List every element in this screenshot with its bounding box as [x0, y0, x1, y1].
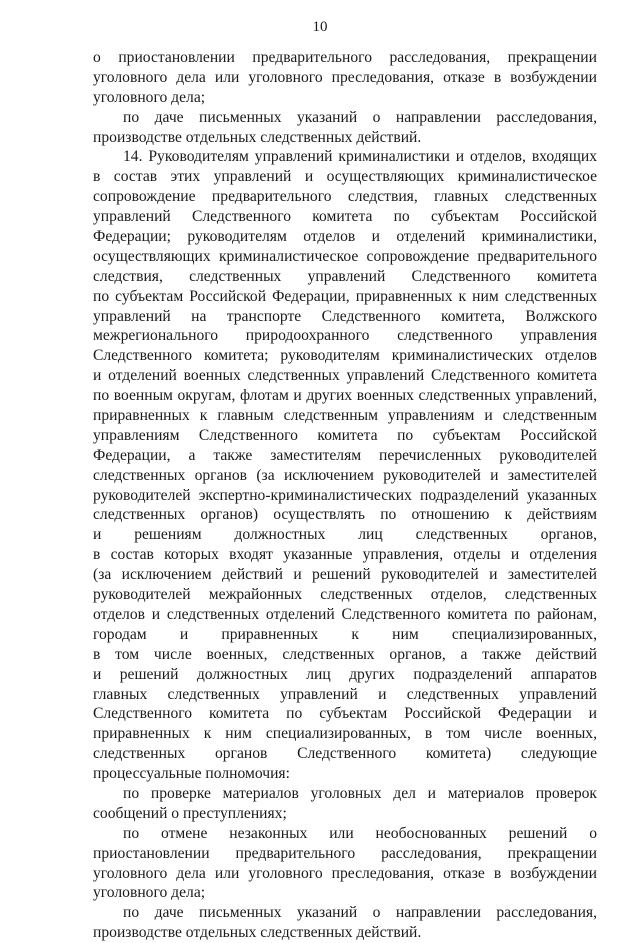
text-line: Следственного комитета; руководителям криминалистических отделов — [93, 347, 597, 365]
text-line: по проверке материалов уголовных дел и материалов проверок — [123, 784, 597, 802]
text-line: процессуальные полномочия: — [93, 765, 290, 783]
text-line: осуществляющих криминалистическое сопровождение предварительного — [93, 247, 597, 265]
text-line: уголовного дела; — [93, 88, 206, 106]
text-line: приостановлении предварительного расследования, прекращении — [93, 844, 597, 862]
text-line: о приостановлении предварительного расследования, прекращении — [93, 49, 597, 66]
text-line: в состав этих управлений и осуществляющих криминалистическое — [93, 168, 597, 186]
text-line: уголовного дела или уголовного преследования, отказе в возбуждении — [93, 68, 597, 86]
text-line: по отмене незаконных или необоснованных решений о — [123, 824, 597, 842]
text-line: руководителей экспертно-криминалистических подразделений указанных — [93, 486, 597, 504]
text-line: Федерации; руководителям отделов и отделений криминалистики, — [93, 228, 597, 246]
text-line: главных следственных управлений и следственных управлений — [93, 685, 597, 703]
text-line: по субъектам Российской Федерации, приравненных к ним следственных — [93, 287, 597, 305]
text-line: отделов и следственных отделений Следственного комитета по районам, — [93, 605, 597, 623]
text-line: по военным округам, флотам и других военных следственных управлений, — [93, 387, 597, 405]
text-line: и отделений военных следственных управлений Следственного комитета — [93, 367, 597, 385]
text-line: межрегионального природоохранного следственного управления — [93, 327, 597, 345]
text-line: в том числе военных, следственных органов, а также действий — [93, 645, 597, 663]
text-line: и решениям должностных лиц следственных органов, — [93, 526, 597, 544]
text-line: по даче письменных указаний о направлении расследования, — [123, 904, 597, 922]
text-line: руководителей межрайонных следственных отделов, следственных — [93, 586, 597, 604]
text-line: следствия, следственных управлений Следственного комитета — [93, 267, 597, 285]
text-line: следственных органов Следственного комитета) следующие — [93, 745, 597, 763]
document-body — [93, 48, 597, 943]
text-line: следственных органов) осуществлять по отношению к действиям — [93, 506, 597, 524]
text-line: уголовного дела или уголовного преследования, отказе в возбуждении — [93, 864, 597, 882]
text-line: сообщений о преступлениях; — [93, 804, 287, 822]
text-line: управлений Следственного комитета по субъектам Российской — [93, 208, 597, 226]
text-line: в состав которых входят указанные управления, отделы и отделения — [93, 546, 597, 564]
text-line: городам и приравненных к ним специализированных, — [93, 625, 597, 643]
text-line: (за исключением действий и решений руководителей и заместителей — [93, 566, 597, 584]
text-line: 14. Руководителям управлений криминалистики и отделов, входящих — [123, 148, 597, 166]
text-line: управлений на транспорте Следственного комитета, Волжского — [93, 307, 597, 325]
text-line: приравненных к главным следственным управлениям и следственным — [93, 407, 597, 425]
text-line: следственных органов (за исключением руководителей и заместителей — [93, 466, 597, 484]
text-line: управлениям Следственного комитета по субъектам Российской — [93, 426, 597, 444]
page-number: 10 — [312, 19, 328, 35]
text-line: Федерации, а также заместителям перечисленных руководителей — [93, 446, 597, 464]
text-line: по даче письменных указаний о направлении расследования, — [123, 108, 597, 126]
text-line: приравненных к ним специализированных, в том числе военных, — [93, 725, 597, 743]
text-line: производстве отдельных следственных действий. — [93, 924, 422, 942]
text-line: сопровождение предварительного следствия, главных следственных — [93, 188, 597, 206]
text-line: и решений должностных лиц других подразделений аппаратов — [93, 665, 597, 683]
text-line: производстве отдельных следственных действий. — [93, 128, 422, 146]
text-line: Следственного комитета по субъектам Российской Федерации и — [93, 705, 597, 723]
text-line: уголовного дела; — [93, 884, 206, 902]
